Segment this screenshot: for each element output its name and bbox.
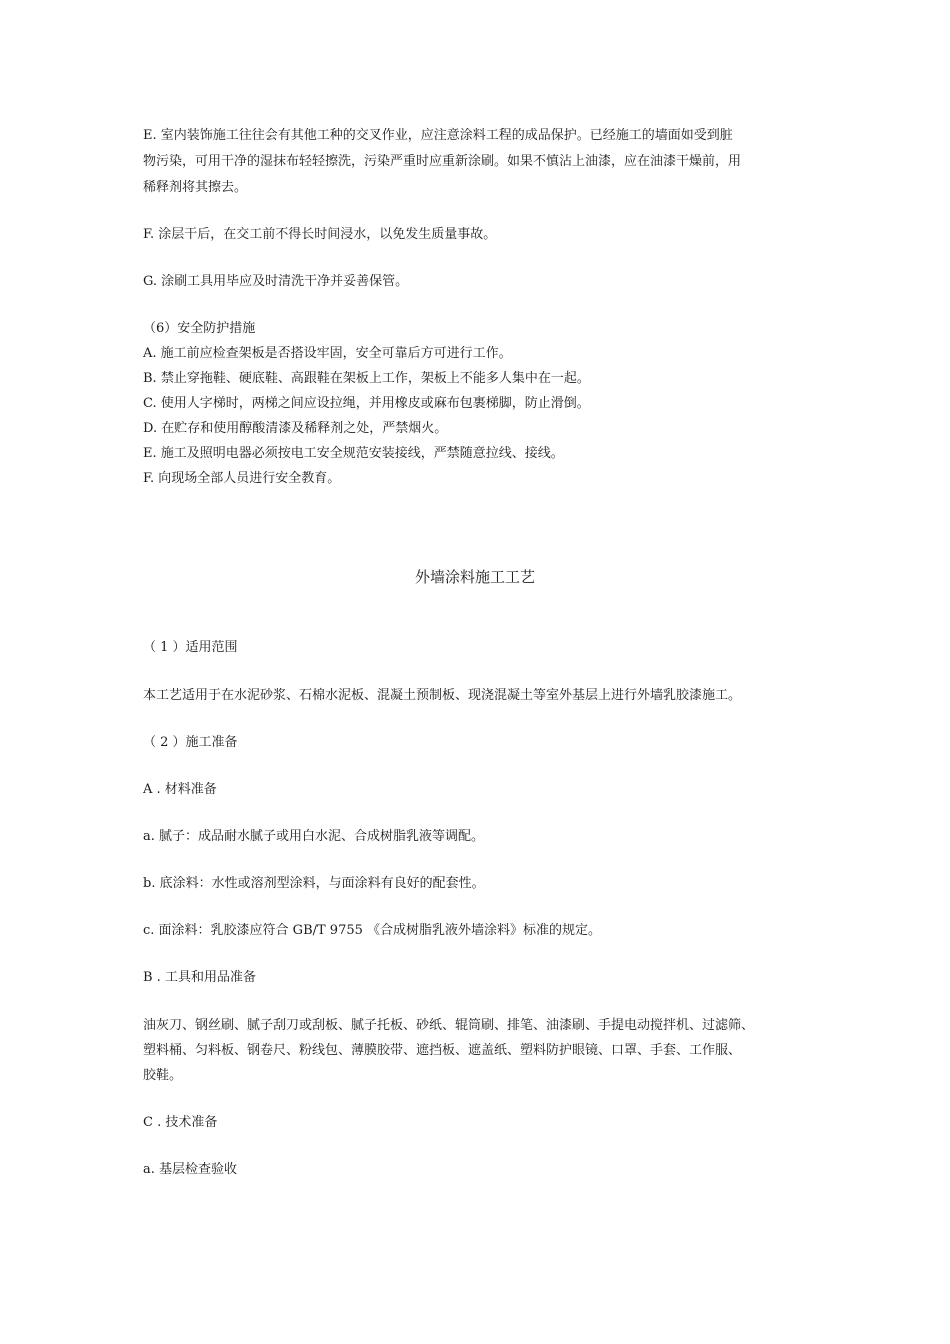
- section-e-line-3: 稀释剂将其擦去。: [143, 180, 248, 195]
- tech-item-base-inspection: a. 基层检查验收: [143, 1162, 238, 1177]
- tools-line-1: 油灰刀、钢丝刷、腻子刮刀或刮板、腻子托板、砂纸、辊筒刷、排笔、油漆刷、手提电动搅拌机、过滤筛、: [143, 1018, 755, 1033]
- material-primer: b. 底涂料：水性或溶剂型涂料，与面涂料有良好的配套性。: [143, 876, 485, 891]
- section-title: 外墙涂料施工工艺: [414, 568, 535, 586]
- section-g: G. 涂刷工具用毕应及时清洗干净并妥善保管。: [143, 274, 409, 289]
- prep-heading: （ 2 ）施工准备: [143, 735, 238, 750]
- material-topcoat: c. 面涂料：乳胶漆应符合 GB/T 9755 《合成树脂乳液外墙涂料》标准的规定。: [143, 923, 602, 938]
- tech-heading: C . 技术准备: [143, 1115, 218, 1130]
- tools-line-2: 塑料桶、匀料板、钢卷尺、粉线包、薄膜胶带、遮挡板、遮盖纸、塑料防护眼镜、口罩、手套、工作服、: [143, 1043, 742, 1058]
- safety-heading: （6）安全防护措施: [143, 321, 256, 336]
- scope-heading: （ 1 ）适用范围: [143, 640, 238, 655]
- scope-text: 本工艺适用于在水泥砂浆、石棉水泥板、混凝土预制板、现浇混凝土等室外基层上进行外墙乳胶漆施工。: [143, 688, 742, 703]
- safety-item-f: F. 向现场全部人员进行安全教育。: [143, 471, 341, 486]
- section-e-line-2: 物污染，可用干净的湿抹布轻轻擦洗，污染严重时应重新涂刷。如果不慎沾上油漆，应在油漆干燥前，用: [143, 154, 742, 169]
- safety-item-e: E. 施工及照明电器必须按电工安全规范安装接线，严禁随意拉线、接线。: [143, 446, 564, 461]
- tools-line-3: 胶鞋。: [143, 1068, 183, 1083]
- safety-item-a: A. 施工前应检查架板是否搭设牢固，安全可靠后方可进行工作。: [143, 346, 512, 361]
- materials-heading: A . 材料准备: [143, 782, 217, 797]
- safety-item-c: C. 使用人字梯时，两梯之间应设拉绳，并用橡皮或麻布包裹梯脚，防止滑倒。: [143, 396, 590, 411]
- safety-item-d: D. 在贮存和使用醇酸清漆及稀释剂之处，严禁烟火。: [143, 421, 448, 436]
- material-putty: a. 腻子：成品耐水腻子或用白水泥、合成树脂乳液等调配。: [143, 829, 485, 844]
- safety-item-b: B. 禁止穿拖鞋、硬底鞋、高跟鞋在架板上工作，架板上不能多人集中在一起。: [143, 371, 590, 386]
- section-e-line-1: E. 室内装饰施工往往会有其他工种的交叉作业，应注意涂料工程的成品保护。已经施工的墙面如受到脏: [143, 128, 733, 143]
- section-f: F. 涂层干后，在交工前不得长时间浸水，以免发生质量事故。: [143, 227, 497, 242]
- tools-heading: B . 工具和用品准备: [143, 970, 256, 985]
